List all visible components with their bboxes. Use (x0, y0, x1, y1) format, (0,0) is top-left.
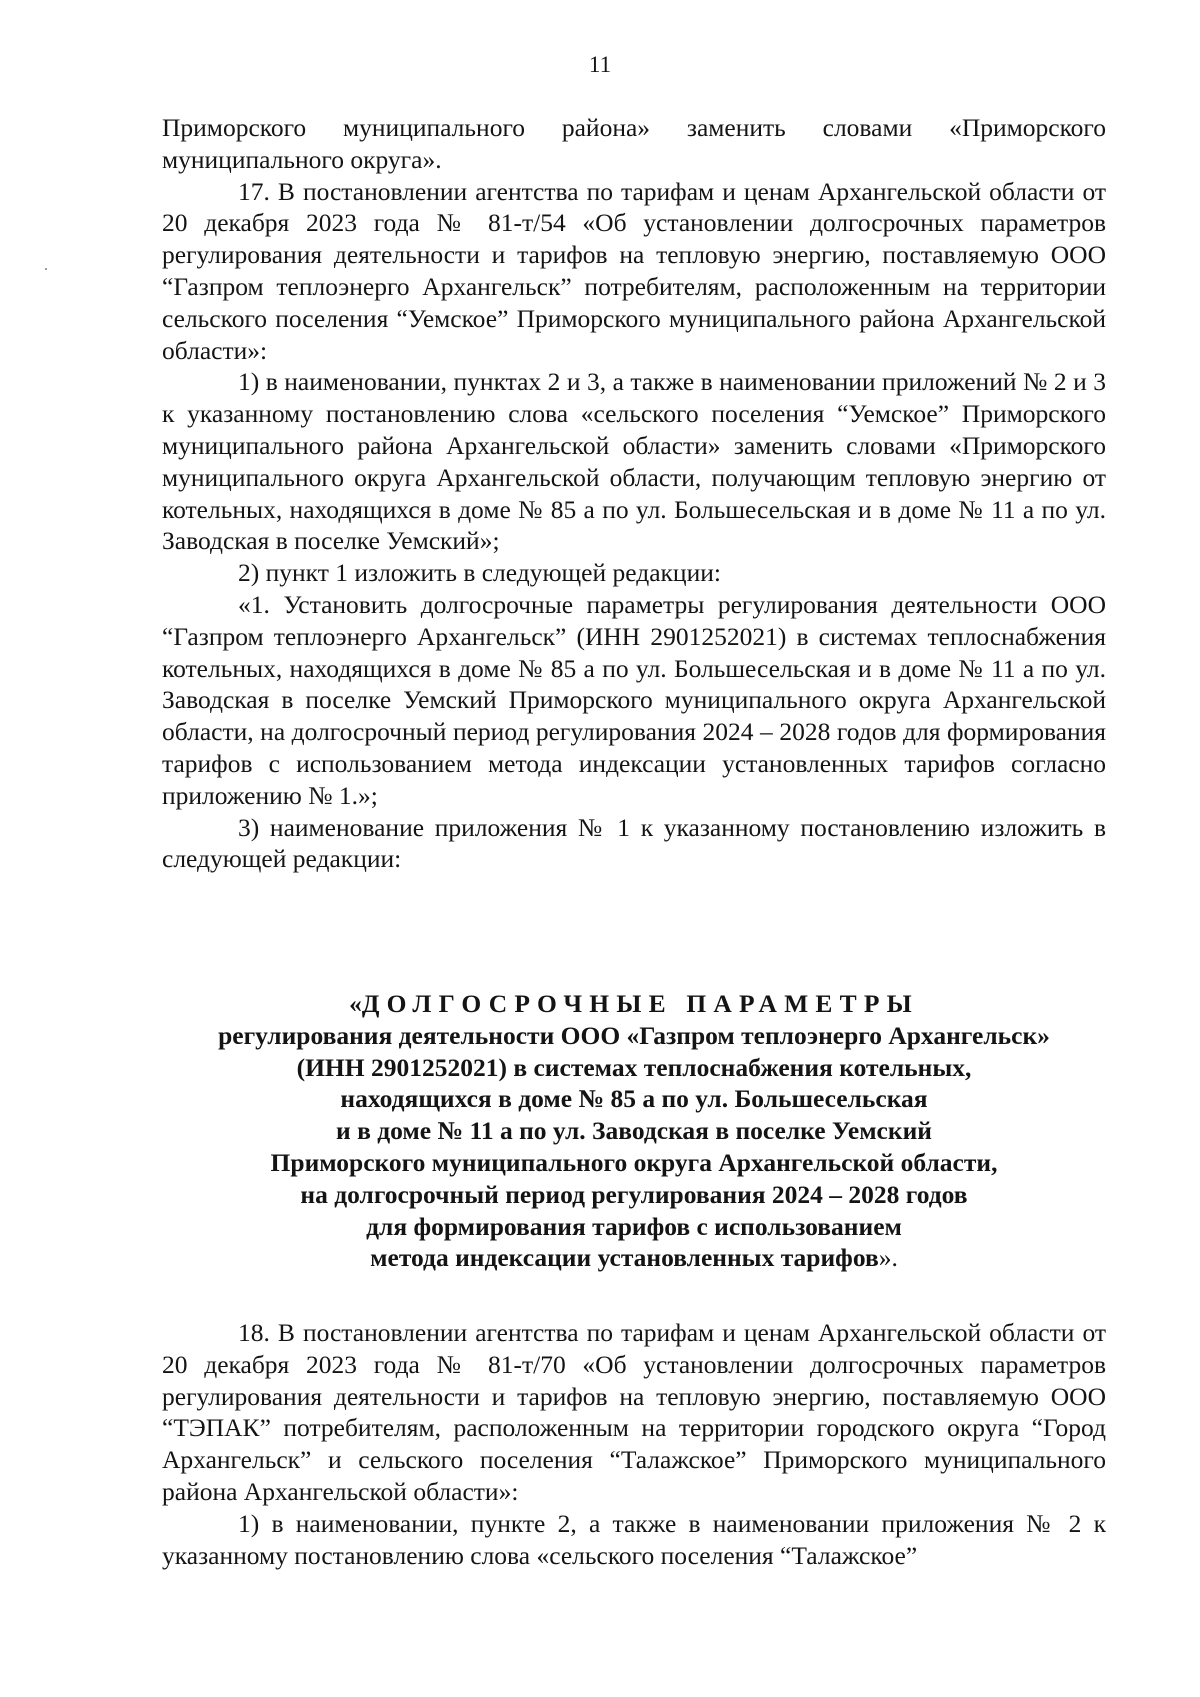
heading-line: Приморского муниципального округа Архангельской области, (270, 1147, 998, 1177)
paragraph-subitem-1-item-18: 1) в наименовании, пункте 2, а также в наименовании приложения № 2 к указанному постановлению слова «сельского поселения “Талажское” (162, 1508, 1106, 1570)
paragraph-continuation: Приморского муниципального района» заменить словами «Приморского муниципального округа». (162, 113, 1106, 174)
paragraph-subitem-3: 3) наименование приложения № 1 к указанному постановлению изложить в следующей редакции: (162, 812, 1106, 874)
page-number: 11 (588, 52, 612, 77)
heading-last-line (162, 1242, 1106, 1274)
heading-line: регулирования деятельности ООО «Газпром теплоэнерго Архангельск» (218, 1020, 1050, 1050)
heading-last-line-text: метода индексации установленных тарифов (370, 1243, 879, 1273)
paragraph-quoted-clause: «1. Установить долгосрочные параметры регулирования деятельности ООО “Газпром теплоэнерго Архангельск” (ИНН 2901252021) в системах теплоснабжения котельных, находящихся в доме № 85 а по ул. Большесельская и в доме № 11 а по ул. Заводская в поселке Уемский Приморского муниципального округа Архангельской области, на долгосрочный период регулирования 2024 – 2028 годов для формирования тарифов с использованием метода индексации установленных тарифов согласно приложению № 1.»; (162, 589, 1106, 810)
heading-line: на долгосрочный период регулирования 2024 – 2028 годов (300, 1179, 968, 1209)
document-body-upper (162, 112, 1106, 875)
heading-line: для формирования тарифов с использованием (366, 1211, 902, 1241)
heading-line: (ИНН 2901252021) в системах теплоснабжения котельных, (296, 1052, 972, 1082)
heading-line: и в доме № 11 а по ул. Заводская в поселке Уемский (336, 1116, 932, 1146)
heading-title (162, 988, 1106, 1020)
paragraph-subitem-1: 1) в наименовании, пунктах 2 и 3, а также в наименовании приложений № 2 и 3 к указанному постановлению слова «сельского поселения “Уемское” Приморского муниципального района Архангельской области» заменить словами «Приморского муниципального округа Архангельской области, получающим тепловую энергию от котельных, находящихся в доме № 85 а по ул. Большесельская и в доме № 11 а по ул. Заводская в поселке Уемский»; (162, 367, 1106, 556)
paragraph-item-18: 18. В постановлении агентства по тарифам и ценам Архангельской области от 20 декабря 2023 года № 81-т/70 «Об установлении долгосрочных параметров регулирования деятельности и тарифов на тепловую энергию, поставляемую ООО “ТЭПАК” потребителям, расположенным на территории городского округа “Город Архангельск” и сельского поселения “Талажское” Приморского муниципального района Архангельской области»: (162, 1318, 1106, 1506)
scan-artifact (45, 268, 47, 270)
appendix-heading (162, 988, 1106, 1274)
heading-open-quote: « (349, 989, 362, 1018)
heading-line: находящихся в доме № 85 а по ул. Большесельская (340, 1084, 928, 1114)
paragraph-item-17: 17. В постановлении агентства по тарифам и ценам Архангельской области от 20 декабря 2023 года № 81-т/54 «Об установлении долгосрочных параметров регулирования деятельности и тарифов на тепловую энергию, поставляемую ООО “Газпром теплоэнерго Архангельск” потребителям, расположенным на территории сельского поселения “Уемское” Приморского муниципального района Архангельской области»: (162, 176, 1106, 365)
heading-closing-quote: ». (878, 1243, 898, 1273)
paragraph-subitem-2: 2) пункт 1 изложить в следующей редакции: (238, 558, 721, 588)
heading-title-text: ДОЛГОСРОЧНЫЕ ПАРАМЕТРЫ (361, 989, 919, 1018)
document-body-lower (162, 1317, 1106, 1571)
